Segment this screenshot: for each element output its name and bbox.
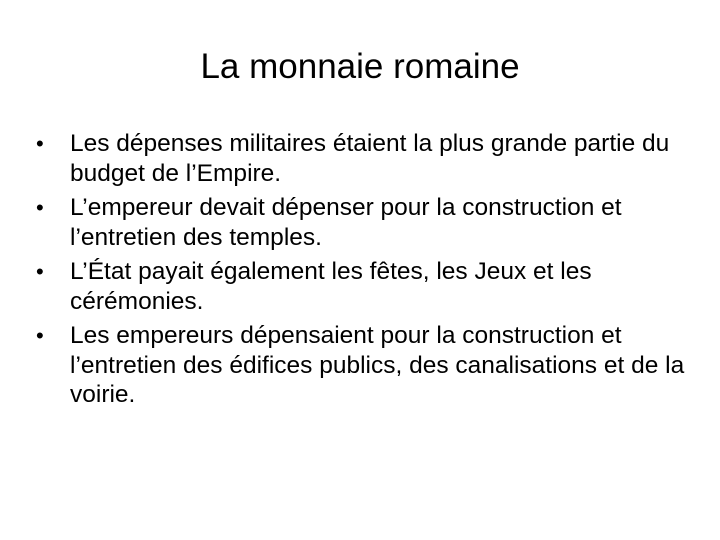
bullet-list bbox=[36, 129, 686, 415]
bullet-item bbox=[36, 129, 686, 188]
bullet-item bbox=[36, 193, 686, 252]
bullet-icon: • bbox=[36, 259, 44, 284]
bullet-text: Les dépenses militaires étaient la plus grande partie du budget de l’Empire. bbox=[70, 130, 670, 187]
bullet-icon: • bbox=[36, 131, 44, 156]
slide-title: La monnaie romaine bbox=[200, 47, 520, 86]
bullet-text: Les empereurs dépensaient pour la construction et l’entretien des édifices publics, des canalisations et de la voirie. bbox=[70, 322, 685, 408]
bullet-icon: • bbox=[36, 195, 44, 220]
bullet-text: L’empereur devait dépenser pour la construction et l’entretien des temples. bbox=[70, 194, 622, 251]
bullet-item bbox=[36, 257, 686, 316]
bullet-item bbox=[36, 321, 686, 410]
bullet-icon: • bbox=[36, 323, 44, 348]
bullet-text: L’État payait également les fêtes, les Jeux et les cérémonies. bbox=[70, 258, 592, 315]
